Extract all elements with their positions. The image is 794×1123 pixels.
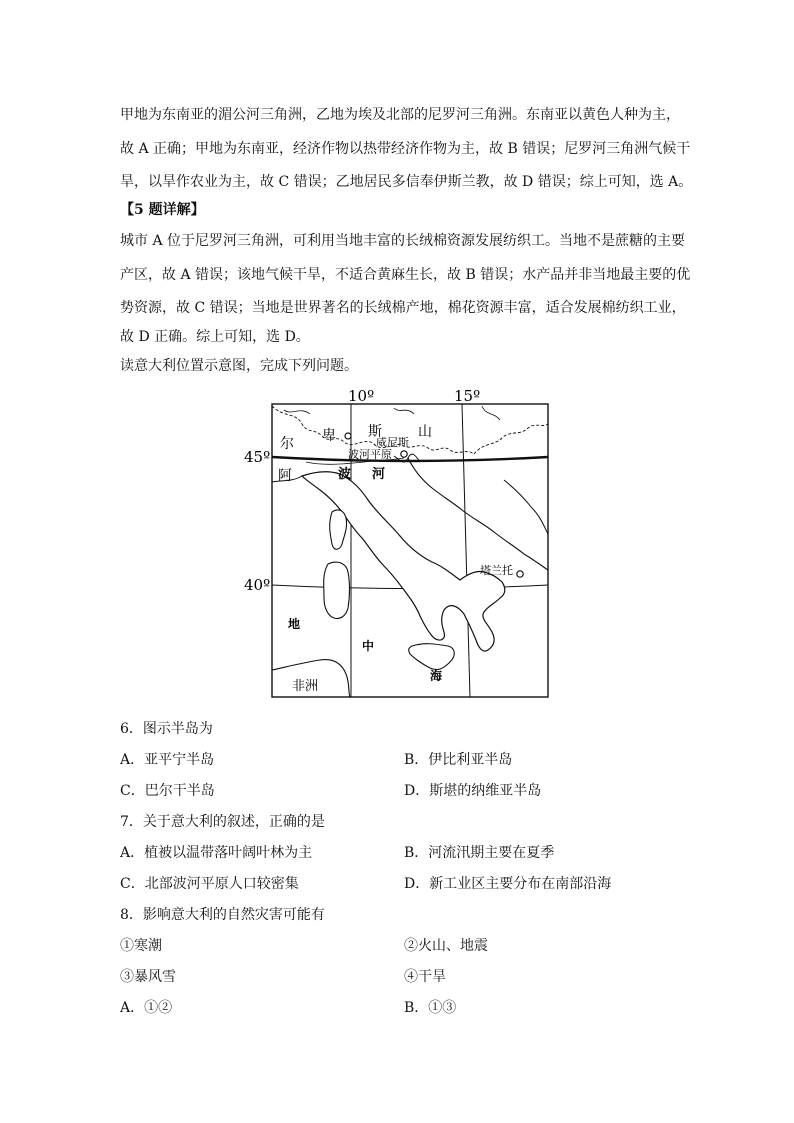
label-venice: 威尼斯: [376, 436, 409, 449]
q8-item-2: ②火山、地震: [404, 938, 488, 954]
q5-detail-line-1: 城市 A 位于尼罗河三角洲，可利用当地丰富的长绒棉资源发展纺织工。当地不是蔗糖的主要: [120, 233, 686, 249]
q8-item-1: ①寒潮: [120, 938, 162, 954]
lon-label-15: 15º: [454, 387, 481, 405]
label-med-di: 地: [288, 617, 301, 631]
q8-item-4: ④干旱: [404, 969, 446, 985]
map-intro: 读意大利位置示意图，完成下列问题。: [120, 358, 358, 374]
lat-label-45: 45º: [244, 448, 271, 466]
po-plain-marker: [345, 433, 351, 439]
q6-option-b[interactable]: B．伊比利亚半岛: [404, 752, 513, 768]
label-alps-er: 尔: [280, 436, 294, 452]
q6-stem: 6．图示半岛为: [120, 721, 213, 737]
q8-option-b[interactable]: B．①③: [404, 1000, 457, 1016]
label-alps-bei: 卑: [322, 428, 336, 444]
label-med-hai: 海: [430, 669, 443, 683]
analysis-line-1: 甲地为东南亚的湄公河三角洲，乙地为埃及北部的尼罗河三角洲。东南亚以黄色人种为主，: [120, 107, 680, 123]
label-po-bo: 波: [338, 467, 352, 482]
q5-detail-line-4: 故 D 正确。综上可知，选 D。: [120, 329, 310, 345]
italy-map-svg: [244, 384, 554, 702]
analysis-line-2: 故 A 正确；甲地为东南亚，经济作物以热带经济作物为主，故 B 错误；尼罗河三角洲气候干: [120, 141, 691, 157]
venice-marker: [401, 451, 407, 457]
q8-item-3: ③暴风雪: [120, 969, 176, 985]
label-alps-shan: 山: [418, 424, 432, 440]
q6-option-c[interactable]: C．巴尔干半岛: [120, 783, 215, 799]
label-taranto: 塔兰托: [480, 564, 513, 577]
q7-option-c[interactable]: C．北部波河平原人口较密集: [120, 876, 299, 892]
label-alps-si: 斯: [368, 424, 382, 440]
label-med-zhong: 中: [362, 639, 375, 653]
q7-option-b[interactable]: B．河流汛期主要在夏季: [404, 845, 555, 861]
q6-option-a[interactable]: A．亚平宁半岛: [120, 752, 215, 768]
lat-label-40: 40º: [244, 576, 271, 594]
label-alps-a: 阿: [278, 468, 292, 484]
q6-option-d[interactable]: D．斯堪的纳维亚半岛: [404, 783, 542, 799]
q5-detail-line-3: 势资源，故 C 错误；当地是世界著名的长绒棉产地，棉花资源丰富，适合发展棉纺织工业，: [120, 300, 686, 316]
taranto-marker: [517, 571, 523, 577]
q5-detail-line-2: 产区，故 A 错误；该地气候干旱，不适合黄麻生长，故 B 错误；水产品并非当地最主要的优: [120, 267, 691, 283]
label-po-plain: 波河平原: [348, 448, 392, 461]
italy-map: [244, 384, 554, 702]
q8-stem: 8．影响意大利的自然灾害可能有: [120, 907, 325, 923]
q7-option-a[interactable]: A．植被以温带落叶阔叶林为主: [120, 845, 313, 861]
lon-label-10: 10º: [348, 387, 375, 405]
label-po-he: 河: [372, 467, 386, 482]
q7-option-d[interactable]: D．新工业区主要分布在南部沿海: [404, 876, 612, 892]
sardinia: [324, 562, 350, 618]
analysis-line-3: 旱，以旱作农业为主，故 C 错误；乙地居民多信奉伊斯兰教，故 D 错误；综上可知，选 A。: [120, 174, 693, 190]
q8-option-a[interactable]: A．①②: [120, 1000, 173, 1016]
q7-stem: 7．关于意大利的叙述，正确的是: [120, 814, 325, 830]
label-africa: 非洲: [292, 679, 319, 694]
q5-heading: 【5 题详解】: [120, 202, 205, 218]
